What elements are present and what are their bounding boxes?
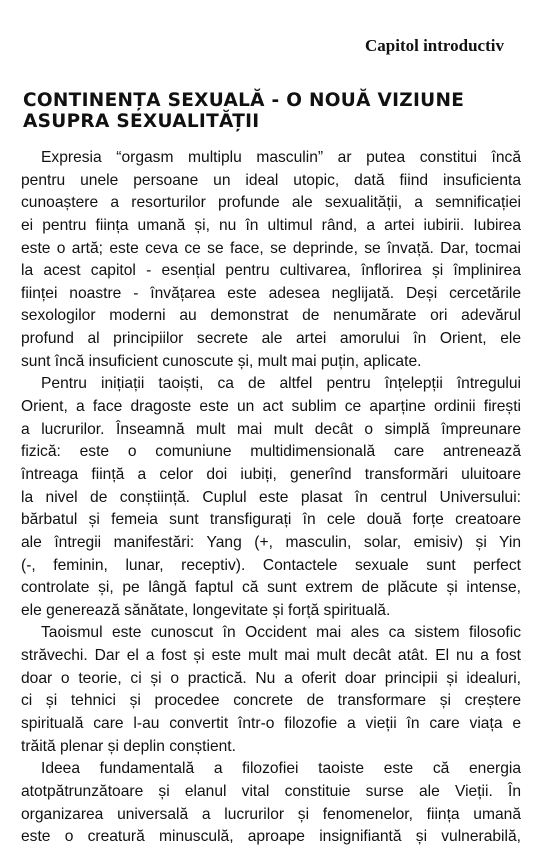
paragraph	[21, 758, 521, 849]
text-line: doar o teorie, ci și o practică. Nu a oferit doar principii și idealuri,	[21, 669, 521, 687]
text-line: cunoaștere a resorturilor profunde ale sexualității, a semnificației	[21, 194, 521, 212]
text-line: ci și tehnici și procedee concrete de transformare și creștere	[21, 692, 521, 710]
text-line: sunt încă insuficient cunoscute și, mult mai puțin, aplicate.	[21, 352, 422, 370]
text-line: este o creatură minusculă, aproape insignifiantă și vulnerabilă,	[21, 828, 521, 846]
text-line: atotpătrunzătoare și elanul vital constituie surse ale Vieții. În	[21, 782, 521, 800]
paragraph	[21, 373, 521, 622]
text-line: pentru unele persoane un ideal utopic, dată fiind insuficienta	[21, 171, 521, 189]
text-line: spirituală care l-au convertit într-o filozofie a vieții în care viața e	[21, 715, 521, 733]
text-line: este o artă; este ceva ce se face, se deprinde, se învață. Dar, tocmai	[21, 239, 521, 257]
chapter-title	[23, 90, 513, 132]
text-line: la acest capitol - esențial pentru cultivarea, înflorirea și împlinirea	[21, 262, 521, 280]
body-text	[21, 147, 521, 849]
text-line: a lucrurilor. Înseamnă mult mai mult decât o simplă împreunare	[21, 420, 521, 438]
text-line: ele generează sănătate, longevitate și forță spirituală.	[21, 601, 391, 619]
text-line: ei pentru ființa umană și, nu în ultimul rând, a artei iubirii. Iubirea	[21, 216, 521, 234]
text-line: ale întregii manifestări: Yang (+, masculin, solar, emisiv) și Yin	[21, 533, 521, 551]
text-line: organizarea universală a lucrurilor și fenomenelor, ființa umană	[21, 805, 521, 823]
text-line: Expresia “orgasm multiplu masculin” ar putea constitui încă	[41, 149, 521, 166]
paragraph	[21, 622, 521, 758]
text-line: bărbatul și femeia sunt transfigurați în cele două forțe creatoare	[21, 511, 521, 529]
text-line: (-, feminin, lunar, receptiv). Contactele sexuale sunt perfect	[21, 556, 521, 574]
text-line: străvechi. Dar el a fost și este mult mai mult decât atât. El nu a fost	[21, 647, 521, 665]
text-line: Orient, a face dragoste este un act sublim ce aparține ordinii firești	[21, 398, 521, 416]
text-line: sexologilor moderni au demonstrat de nenumărate ori adevărul	[21, 307, 521, 325]
paragraph	[21, 147, 521, 373]
text-line: profund al principiilor secrete ale artei amorului în Orient, ele	[21, 330, 521, 348]
text-line: Taoismul este cunoscut în Occident mai ales ca sistem filosofic	[41, 624, 521, 642]
text-line: ființei noastre - învățarea este adesea neglijată. Deși cercetările	[21, 284, 521, 302]
text-line: la nivel de conștiință. Cuplul este plasat în centrul Universului:	[21, 488, 521, 506]
running-head: Capitol introductiv	[364, 36, 504, 55]
text-line: Ideea fundamentală a filozofiei taoiste este că energia	[41, 760, 521, 778]
chapter-title-line: ASUPRA SEXUALITĂȚII	[23, 111, 260, 132]
text-line: controlate și, pe lângă faptul că sunt extrem de plăcute și intense,	[21, 579, 521, 597]
text-line: trăită plenar și deplin conștient.	[21, 737, 236, 755]
text-line: fizică: este o comuniune multidimensională care antrenează	[21, 443, 521, 461]
chapter-title-line: CONTINENȚA SEXUALĂ - O NOUĂ VIZIUNE	[23, 90, 465, 111]
text-line: Pentru inițiații taoiști, ca de altfel pentru înțelepții întregului	[41, 375, 521, 393]
text-line: întreaga ființă a celor doi iubiți, generînd transformări uluitoare	[21, 465, 521, 483]
